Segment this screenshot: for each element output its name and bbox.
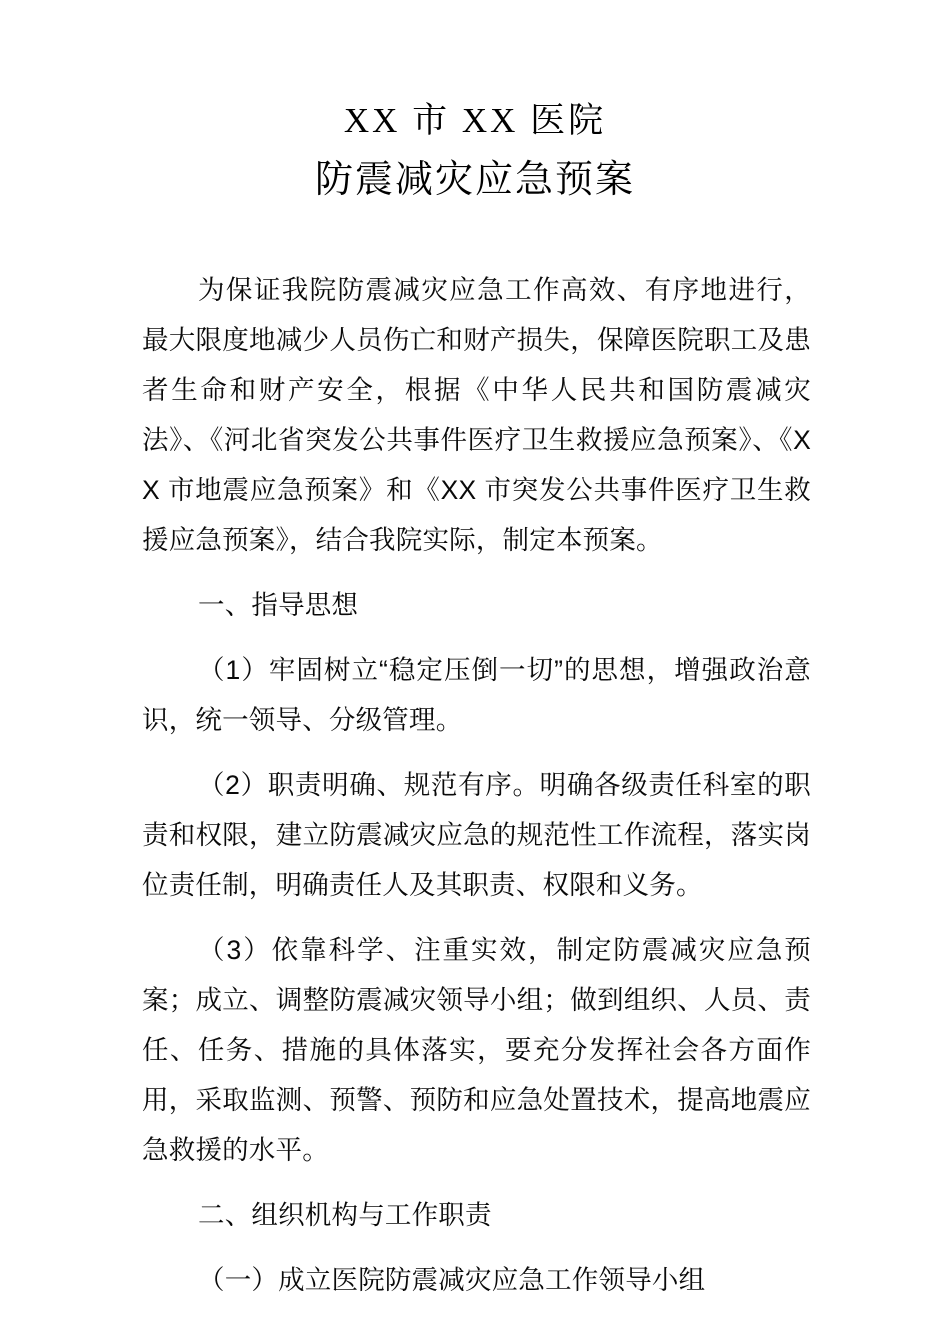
paragraph-item-1-1: （1）牢固树立“稳定压倒一切”的思想，增强政治意识，统一领导、分级管理。 — [142, 655, 811, 735]
paragraph-spacer — [142, 565, 811, 580]
paragraph-preamble: 为保证我院防震减灾应急工作高效、有序地进行，最大限度地减少人员伤亡和财产损失，保障医院职工及患者生命和财产安全，根据《中华人民共和国防震减灾法》、《河北省突发公共事件医疗卫生救援应急预案》、《XX 市地震应急预案》和《XX 市突发公共事件医疗卫生救援应急预案》，结合我院实际，制定本预案。 — [142, 275, 811, 555]
paragraph-item-2-1: （一）成立医院防震减灾应急工作领导小组 — [198, 1265, 706, 1295]
section-heading-1: 一、指导思想 — [198, 590, 359, 620]
paragraph-spacer — [142, 1240, 811, 1255]
document-title-line-2: 防震减灾应急预案 — [314, 159, 635, 201]
paragraph-spacer — [142, 910, 811, 925]
paragraph-item-1-3: （3）依靠科学、注重实效，制定防震减灾应急预案；成立、调整防震减灾领导小组；做到组织、人员、责任、任务、措施的具体落实，要充分发挥社会各方面作用，采取监测、预警、预防和应急处置技术，提高地震应急救援的水平。 — [142, 935, 811, 1165]
section-heading-2: 二、组织机构与工作职责 — [198, 1200, 492, 1230]
paragraph-spacer — [142, 745, 811, 760]
document-title — [0, 103, 950, 199]
document-title-line-1: XX 市 XX 医院 — [343, 101, 607, 140]
paragraph-spacer — [142, 630, 811, 645]
paragraph-spacer — [142, 1175, 811, 1190]
paragraph-item-1-2: （2）职责明确、规范有序。明确各级责任科室的职责和权限，建立防震减灾应急的规范性工作流程，落实岗位责任制，明确责任人及其职责、权限和义务。 — [142, 770, 811, 900]
document-body — [142, 265, 811, 1305]
